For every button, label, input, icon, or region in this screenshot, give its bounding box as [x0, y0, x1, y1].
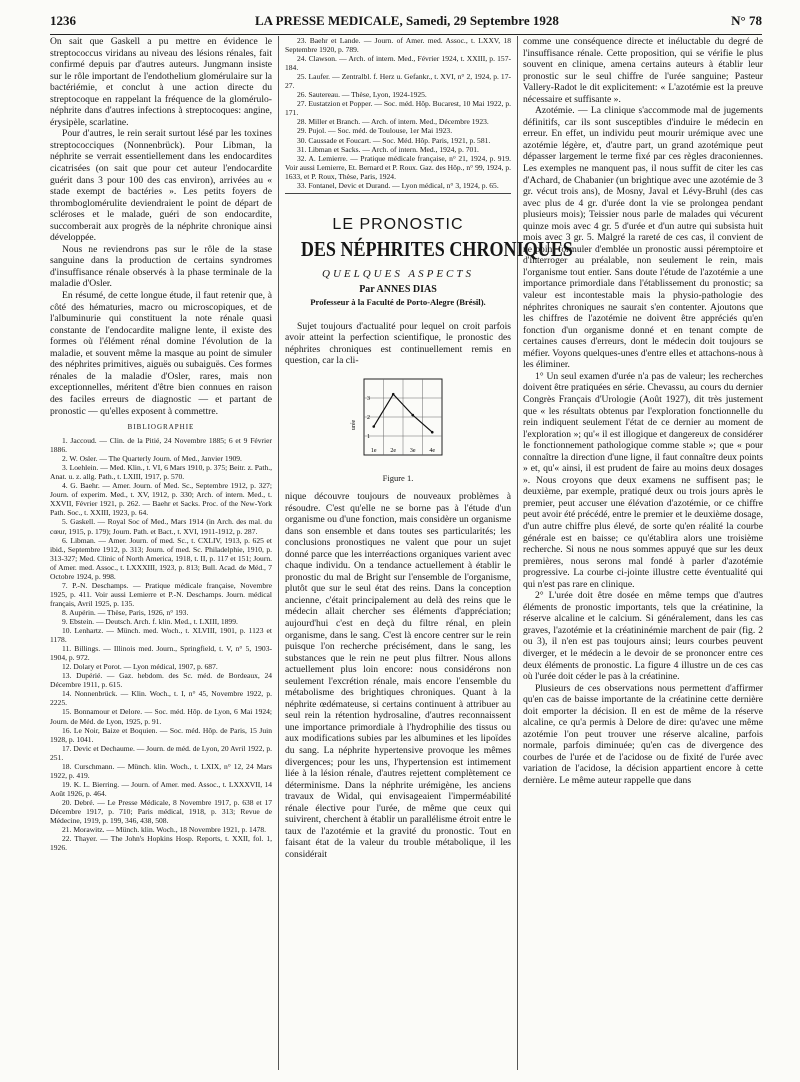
article-title-line2: DES NÉPHRITES CHRONIQUES	[300, 236, 573, 261]
article-title-block	[285, 193, 573, 307]
header-rule	[50, 34, 762, 35]
column-divider	[517, 36, 518, 1070]
urea-line-chart	[350, 377, 446, 469]
data-point	[392, 393, 395, 396]
bibliography-list-continued	[285, 36, 511, 190]
page-number: 1236	[50, 13, 76, 28]
y-axis-label: urée	[351, 419, 357, 431]
y-tick-label: 1	[367, 433, 370, 440]
reference-item: 3. Loehlein. — Med. Klin., t. VI, 6 Mars 1910, p. 375; Beitr. z. Path., Anat. u. z. allg. Path., t. LXIII, 1917, p. 570.	[50, 463, 272, 482]
y-tick-label: 2	[367, 414, 370, 421]
article-affiliation: Professeur à la Faculté de Porto-Alegre (Brésil).	[310, 296, 486, 307]
column-divider	[278, 36, 279, 1070]
x-tick-label: 3e	[409, 447, 416, 454]
reference-item: 25. Laufer. — Zentralbl. f. Herz u. Gefankr., t. XVI, n° 2, 1924, p. 17-27.	[285, 72, 511, 91]
paragraph: On sait que Gaskell a pu mettre en évidence le streptococcus viridans au niveau des lésions rénales, fait confirmé depuis par d'autres auteurs. Jungmann insiste sur le rôle important de l'endothelium glomérulaire sur la bactériémie, et conclut à une action directe du streptocoque en rappelant la fréquence de la glomérulo-néphrite dans d'autres infections à streptocoques: angine, érysipèle, scarlatine.	[50, 36, 272, 128]
paragraph: 2° L'urée doit être dosée en même temps que d'autres éléments de pronostic importants, tels que la créatinine, la réserve alcaline et le calcium. Si généralement, dans les cas graves, l'azotémie et la créatininémie marchent de pair (fig. 2 ou 3), il n'en est pas toujours ainsi; leurs courbes peuvent diverger, et le médecin a le devoir de se prononcer entre ces deux éléments de pronostic. La figure 4 illustre un de ces cas où l'urée doit céder le pas à la créatinine.	[523, 590, 763, 683]
reference-item: 15. Bonnamour et Delore. — Soc. méd. Hôp. de Lyon, 6 Mai 1924; Journ. de Méd. de Lyon, 1925, p. 91.	[50, 707, 272, 726]
reference-item: 1. Jaccoud. — Clin. de la Pitié, 24 Novembre 1885; 6 et 9 Février 1886.	[50, 436, 272, 455]
reference-item: 27. Eustatzion et Popper. — Soc. méd. Hôp. Bucarest, 10 Mai 1922, p. 171.	[285, 99, 511, 118]
data-point	[411, 414, 414, 417]
reference-item: 16. Le Noir, Baize et Boquien. — Soc. méd. Hôp. de Paris, 15 Juin 1928, p. 1041.	[50, 725, 272, 744]
data-point	[372, 425, 375, 428]
reference-item: 2. W. Osler. — The Quarterly Journ. of Med., Janvier 1909.	[62, 454, 242, 464]
reference-item: 21. Morawitz. — Münch. klin. Woch., 18 Novembre 1921, p. 1478.	[62, 825, 267, 835]
reference-item: 28. Miller et Branch. — Arch. of intern. Med., Décembre 1923.	[297, 117, 489, 127]
column-left	[50, 36, 272, 852]
reference-item: 32. A. Lemierre. — Pratique médicale française, n° 21, 1924, p. 919. Voir aussi Lemierre, Et. Bernard et P. Roux. Gaz. des Hôp., n° 99, 1924, p. 1633, et P. Roux, Thèse, Paris, 1924.	[285, 153, 511, 181]
paragraph: Plusieurs de ces observations nous permettent d'affirmer qu'en cas de baisse importante de la créatinine cette dernière doit emporter la décision. Il en est de même de la réserve alcaline, ce qu'a permis à Delore de dire: qu'avec une même azotémie l'on peut trouver une réserve alcaline, parfois normale, parfois diminuée; qu'en cas de divergence des courbes de l'urée et de l'acidose ou de fixité de l'urée avec variation de l'acidose, la décision appartient encore à cette dernière. Le même auteur rappelle que dans	[523, 682, 763, 786]
issue-number: N° 78	[731, 13, 762, 28]
reference-item: 7. P.-N. Deschamps. — Pratique médicale française, Novembre 1925, p. 411. Voir aussi Lemierre et P.-N. Deschamps. Journ. médical français, Avril 1925, p. 135.	[50, 580, 272, 608]
data-point	[431, 431, 434, 434]
column-right	[523, 36, 763, 787]
page-header	[50, 10, 762, 36]
journal-date: LA PRESSE MEDICALE, Samedi, 29 Septembre 1928	[255, 13, 559, 28]
reference-item: 29. Pujol. — Soc. méd. de Toulouse, 1er Mai 1923.	[297, 126, 453, 136]
reference-item: 26. Sautereau. — Thèse, Lyon, 1924-1925.	[297, 90, 427, 100]
reference-item: 14. Nonnenbrück. — Klin. Woch., t. I, n° 45, Novembre 1922, p. 2225.	[50, 689, 272, 708]
figure-1	[348, 377, 448, 483]
reference-item: 20. Debré. — Le Presse Médicale, 8 Novembre 1917, p. 638 et 17 Décembre 1917, p. 710; Paris médical, 1918, p. 313; Revue de Médecine, 1919, p. 199, 346, 438, 508.	[50, 797, 272, 826]
paragraph: En résumé, de cette longue étude, il faut retenir que, à côté des hématuries, macro ou microscopiques, et de l'albuminurie qui constituent la note rénale quasi constante de l'endocardite maligne lente, il existe des formes où l'élément rénal domine l'évolution de la maladie, et souvent même la masque au point de simuler des néphrites primitives, aiguës ou subaiguës. Ces formes rénales de la maladie d'Osler, rares, mais non exceptionnelles, méritent d'être bien connues en raison des faciles erreurs de diagnostic — et partant de pronostic — qu'elles exposent à commettre.	[50, 290, 272, 417]
reference-item: 23. Baehr et Lande. — Journ. of Amer. med. Assoc., t. LXXV, 18 Septembre 1920, p. 789.	[285, 36, 511, 55]
bibliography-heading: BIBLIOGRAPHIE	[127, 423, 195, 432]
reference-item: 33. Fontanel, Devic et Durand. — Lyon médical, n° 3, 1924, p. 65.	[297, 180, 499, 190]
reference-item: 5. Gaskell. — Royal Soc of Med., Mars 1914 (in Arch. des mal. du cœur, 1915, p. 179); Journ. Path. et Bact., t. XVI, 1911-1912, p. 287.	[50, 517, 272, 536]
reference-item: 22. Thayer. — The John's Hopkins Hosp. Reports, t. XXII, fol. 1, 1926.	[50, 834, 272, 853]
reference-item: 9. Ebstein. — Deutsch. Arch. f. klin. Med., t. LXIII, 1899.	[62, 616, 238, 626]
reference-item: 13. Dupérié. — Gaz. hebdom. des Sc. méd. de Bordeaux, 24 Décembre 1911, p. 615.	[50, 671, 272, 690]
x-tick-label: 2e	[390, 447, 397, 454]
paragraph: Pour d'autres, le rein serait surtout lésé par les toxines streptococciques (Nonnenbrück). Pour Libman, la néphrite se verrait essentiellement dans les endocardites cicatrisées (on sait que pour cet auteur l'endocardite guérit dans 3 pour 100 des cas environ), arrivées au « stade exempt de bactéries ». Les petits foyers de thromboglomérulite deviendraient le point de départ de scléroses et le malade, guéri de son endocardite, succomberait aux progrès de la néphrite chronique ainsi développée.	[50, 128, 272, 244]
paragraph: Sujet toujours d'actualité pour lequel on croit parfois avoir atteint la perfection scientifique, le pronostic des néphrites chroniques est continuellement remis en question, car la cli-	[285, 320, 511, 367]
reference-item: 4. G. Baehr. — Amer. Journ. of Med. Sc., Septembre 1912, p. 327; Journ. of experim. Med., t. XV, 1912, p. 330; Arch. of intern. Med., t. XXVII, Février 1921, p. 262. — Baehr et Sacks. Proc. of the New-York Path. Soc., t. XXIII, 1923, p. 64.	[50, 481, 272, 518]
reference-item: 18. Curschmann. — Münch. klin. Woch., t. LXIX, n° 12, 24 Mars 1922, p. 419.	[50, 761, 272, 780]
reference-item: 6. Libman. — Amer. Journ. of med. Sc., t. CXLIV, 1913, p. 625 et ibid., Septembre 1912, p. 313; Journ. of med. Sc. Philadelphie, 1910, p. 313-327; Med. Clinic of North America, 1918, t. II, p. 117 et 151; Journ. of Amer. med. Assoc., t. LXXXIII, 1923, p. 813; Bull. Acad. de Méd., 7 Octobre 1924, p. 998.	[50, 535, 272, 581]
paragraph: 1° Un seul examen d'urée n'a pas de valeur; les recherches doivent être pratiquées en série. Chevassu, au cours du dernier Congrès Français d'Urologie (Août 1927), dit très justement que « les résultats obtenus par l'exploration fonctionnelle du rein indiquent seulement l'état de ce dernier au moment de l'exploration »; qu'« il est illogique et dangereux de considérer le fonctionnement pathologique comme stable »; que « pour connaître la direction d'une ligne, il faut connaître deux points » et, qu'« ainsi, il est prudent de faire au moins deux dosages ». Nous croyons que deux examens ne suffisent pas; le deuxième, par exemple, pratiqué deux ou trois jours après le premier, peut accuser une élévation d'azotémie, or ce chiffre peut avoir été précédé, entre le premier et le deuxième dosage, d'un autre chiffre plus élevé, de sorte qu'en réalité la courbe générale est en baisse; ce qu'établira alors une troisième recherche. Si nous ne nous sommes appuyé que sur les deux premières, nous serons mal fondé à parler d'azotémie progressive. La courbe ci-jointe illustre cette éventualité qui qui n'est pas rare en clinique.	[523, 370, 763, 590]
reference-item: 31. Libman et Sacks. — Arch. of intern. Med., 1924, p. 701.	[297, 144, 479, 154]
reference-item: 8. Aupérin. — Thèse, Paris, 1926, n° 193.	[62, 607, 189, 617]
figure-caption: Figure 1.	[382, 472, 414, 483]
paragraph: Nous ne reviendrons pas sur le rôle de la stase sanguine dans la production de certains syndromes d'insuffisance rénale observés à la phase terminale de la maladie d'Osler.	[50, 243, 272, 290]
paragraph: nique découvre toujours de nouveaux problèmes à résoudre. C'est qu'elle ne se borne pas à l'étude d'un organisme ou d'une fonction, mais considère un organisme dans son ensemble et dans toutes ses particularités; les conclusions pronostiques ne valent que pour un sujet donné parce que les interréactions organiques varient avec chaque individu. On a tendance actuellement à établir le pronostic du mal de Bright sur l'ensemble de l'organisme, plutôt que sur le seul état des reins. Dans la conception ancienne, c'était principalement au delà des reins que le médecin allait chercher ses éléments d'appréciation; aujourd'hui c'est en deçà du filtre rénal, en plein organisme, dans le sang. C'est là encore centrer sur le rein puisque l'on recherche précisément, dans le sang, les substances que le rein ne peut plus filtrer. Nous allons actuellement plus loin encore: nous considérons non seulement l'excrétion rénale, mais encore l'ensemble du métabolisme des brightiques chroniques. Quant à la néphrite œdémateuse, si certains continuent à attribuer au seul rein la rétention hydrosaline, d'autres reconnaissent une importance primordiale à l'hydrophilie des tissus ou aux modifications subies par les albumines et les lipoïdes du sang. La néphrite hypertensive provoque les mêmes divergences; pour les uns, l'hypertension est intimement liée à la lésion rénale, d'autres rejettent complètement ce déterminisme. Dans la néphrite urémigène, les anciens travaux de Widal, qui envisageaient l'imperméabilité rénale élective pour l'urée, de même que ceux qui suivirent, cherchent à établir un parallélisme étroit entre le taux de l'azotémie et la gravité du pronostic. Tout en faisant état de la valeur du trouble métabolique, il les considérait	[285, 490, 511, 860]
article-author: Par ANNES DIAS	[359, 283, 437, 295]
reference-item: 30. Caussade et Foucart. — Soc. Méd. Hôp. Paris, 1921, p. 581.	[297, 135, 491, 145]
x-tick-label: 4e	[429, 447, 436, 454]
paragraph: comme une conséquence directe et inéluctable du degré de l'insuffisance rénale. Cette proposition, qui se vérifie le plus souvent en clinique, amena certains auteurs à établir leur pronostic sur le seul chiffre de l'urée sanguine; Pasteur Vallery-Radot le dit explicitement: « L'azotémie est la preuve nécessaire et suffisante ».	[523, 36, 763, 105]
reference-item: 17. Devic et Dechaume. — Journ. de méd. de Lyon, 20 Avril 1922, p. 251.	[50, 743, 272, 762]
column-middle	[285, 36, 573, 860]
paragraph: Azotémie. — La clinique s'accommode mal de jugements définitifs, car ils sont susceptibles d'induire le médecin en erreur. En effet, un individu peut mourir urémique avec une azotémie légère, et, d'autre part, un grand azotémique peut dépasser largement le terme fixé par ces règles draconiennes. Les exemples ne manquent pas, il nous suffit de citer les cas d'Achard, de Chabanier (un brightique avec une azotémie de 3 gr. vécut trois ans), de Mosny, Javal et Lévy-Bruhl (des cas avec plus de 4 gr. d'urée dont la vie se prolongea pendant plusieurs mois); Teissier nous parle de malades qui vécurent quinze mois avec 4 gr. 5 d'urée et d'un autre qui subsista huit mois avec 3 gr. 5. Malgré la rareté de ces cas, il convient de ne point formuler d'emblée un pronostic aussi péremptoire et d'interroger au préalable, non seulement le rein, mais l'organisme tout entier. Sans doute l'étude de l'azotémie a une importance primordiale dans l'établissement du pronostic; sa valeur est incontestable mais la physio-pathologie des néphrites chroniques ne saurait s'en contenter. Ajoutons que les chiffres de l'azotémie ne doivent être appréciés qu'en fonction d'un organisme donné et en tenant compte de certaines causes d'erreurs, dont le médecin doit toujours se méfier. Voyons quelques-unes d'entre elles et attachons-nous à les éliminer.	[523, 105, 763, 371]
reference-item: 24. Clawson. — Arch. of intern. Med., Février 1924, t. XXIII, p. 157-184.	[285, 54, 511, 73]
reference-item: 19. K. L. Bierring. — Journ. of Amer. med. Assoc., t. LXXXVII, 14 Août 1926, p. 464.	[50, 779, 272, 798]
x-tick-label: 1e	[370, 447, 377, 454]
article-title-line1: LE PRONOSTIC	[332, 215, 464, 233]
reference-item: 12. Dolary et Porot. — Lyon médical, 1907, p. 687.	[62, 662, 218, 672]
reference-item: 11. Billings. — Illinois med. Journ., Springfield, t. V, n° 5, 1903-1904, p. 972.	[50, 644, 272, 663]
y-tick-label: 3	[367, 395, 370, 402]
bibliography-list	[50, 436, 272, 852]
article-subtitle: QUELQUES ASPECTS	[322, 267, 474, 280]
reference-item: 10. Lenhartz. — Münch. med. Woch., t. XLVIII, 1901, p. 1123 et 1178.	[50, 626, 272, 645]
